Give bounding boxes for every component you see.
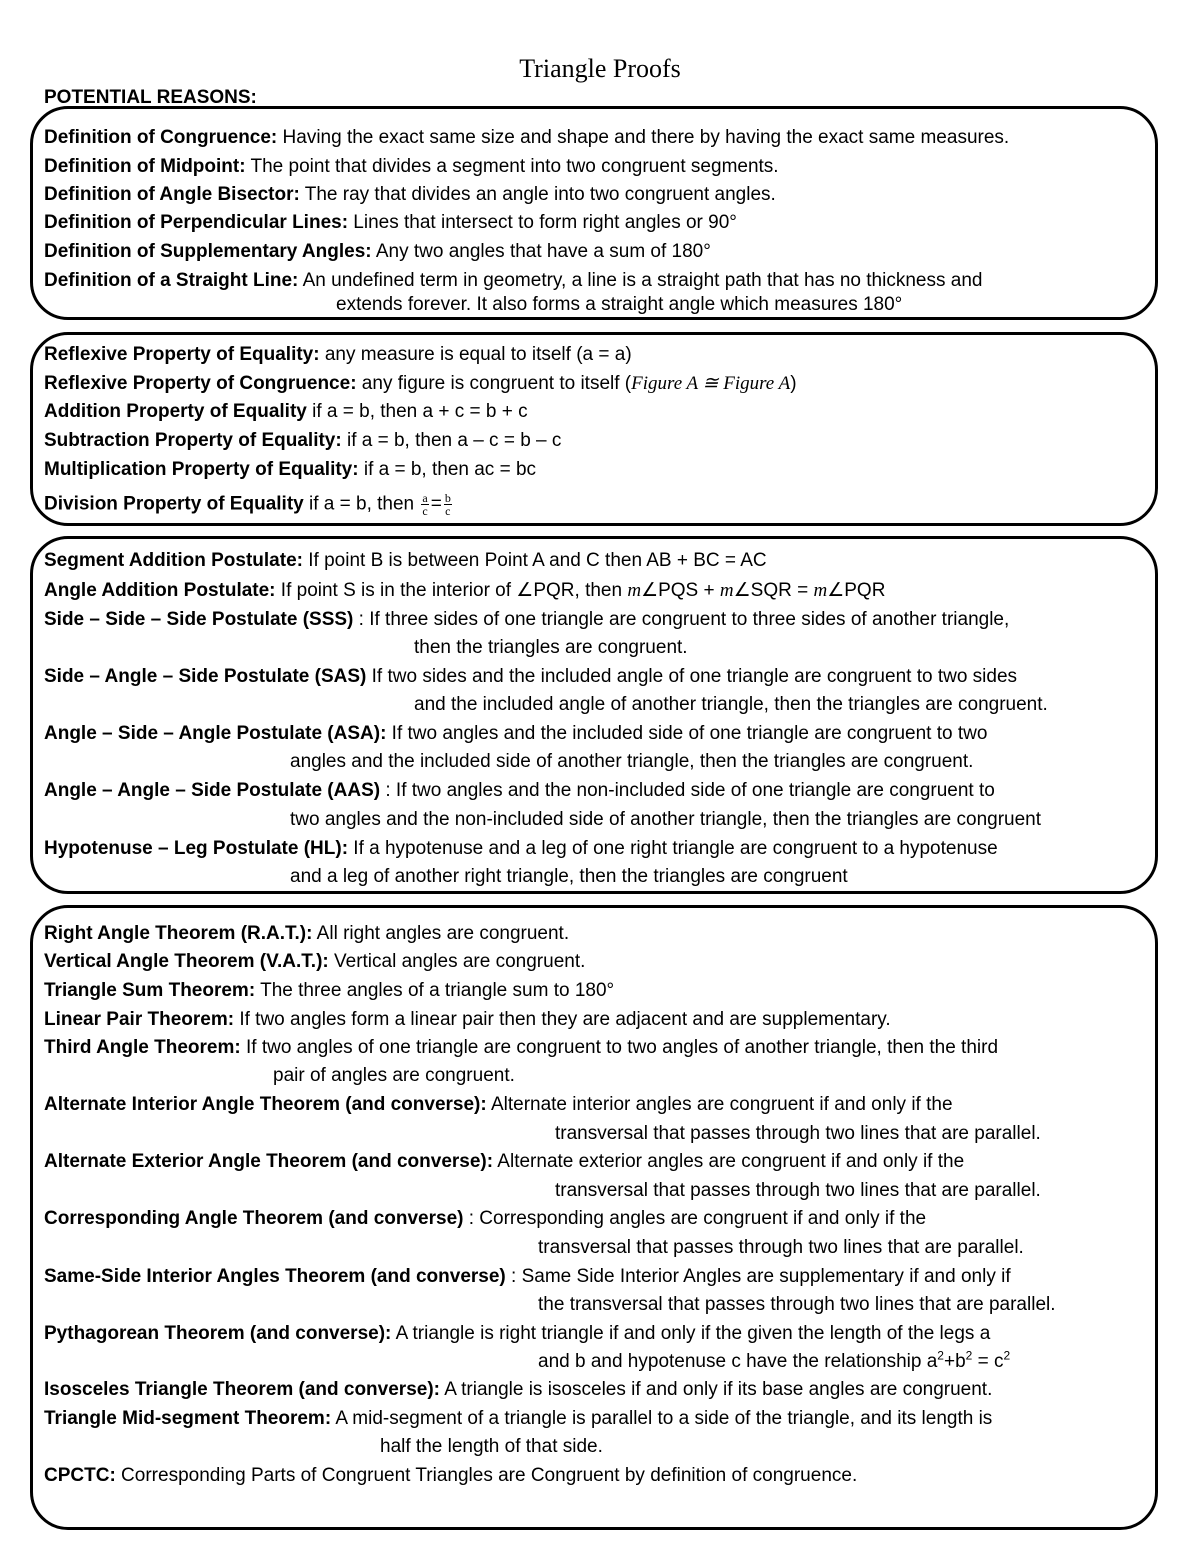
same-side-interior-angles-theorem-cont: the transversal that passes through two lines that are parallel.	[538, 1294, 1056, 1315]
definition-congruence: Definition of Congruence: Having the exact same size and shape and there by having the exact same measures.	[44, 127, 1010, 148]
isosceles-triangle-theorem: Isosceles Triangle Theorem (and converse): A triangle is isosceles if and only if its base angles are congruent.	[44, 1379, 993, 1400]
subtraction-property: Subtraction Property of Equality: if a = b, then a – c = b – c	[44, 430, 562, 451]
alternate-exterior-angle-theorem-cont: transversal that passes through two lines that are parallel.	[555, 1180, 1041, 1201]
asa-postulate: Angle – Side – Angle Postulate (ASA): If two angles and the included side of one triangle are congruent to two	[44, 723, 988, 744]
reflexive-equality: Reflexive Property of Equality: any measure is equal to itself (a = a)	[44, 344, 632, 365]
addition-property: Addition Property of Equality if a = b, then a + c = b + c	[44, 401, 528, 422]
section-heading: POTENTIAL REASONS:	[44, 87, 257, 108]
hl-postulate-cont: and a leg of another right triangle, then the triangles are congruent	[290, 866, 848, 887]
aas-postulate: Angle – Angle – Side Postulate (AAS) : If two angles and the non-included side of one triangle are congruent to	[44, 780, 995, 801]
pythagorean-theorem: Pythagorean Theorem (and converse): A triangle is right triangle if and only if the given the length of the legs a	[44, 1323, 991, 1344]
alternate-interior-angle-theorem: Alternate Interior Angle Theorem (and converse): Alternate interior angles are congruent if and only if the	[44, 1094, 953, 1115]
triangle-midsegment-theorem-cont: half the length of that side.	[380, 1436, 603, 1457]
sas-postulate-cont: and the included angle of another triangle, then the triangles are congruent.	[414, 694, 1048, 715]
definition-perpendicular-lines: Definition of Perpendicular Lines: Lines that intersect to form right angles or 90°	[44, 212, 737, 233]
definition-supplementary-angles: Definition of Supplementary Angles: Any two angles that have a sum of 180°	[44, 241, 711, 262]
corresponding-angle-theorem-cont: transversal that passes through two lines that are parallel.	[538, 1237, 1024, 1258]
third-angle-theorem-cont: pair of angles are congruent.	[273, 1065, 515, 1086]
alternate-exterior-angle-theorem: Alternate Exterior Angle Theorem (and converse): Alternate exterior angles are congruent if and only if the	[44, 1151, 965, 1172]
pythagorean-theorem-cont: and b and hypotenuse c have the relationship $a^2+b^2 = c^2$	[538, 1348, 1011, 1372]
segment-addition-postulate: Segment Addition Postulate: If point B is between Point A and C then AB + BC = AC	[44, 550, 767, 571]
page-title: Triangle Proofs	[519, 54, 681, 83]
sss-postulate-cont: then the triangles are congruent.	[414, 637, 688, 658]
corresponding-angle-theorem: Corresponding Angle Theorem (and converse) : Corresponding angles are congruent if and only if the	[44, 1208, 927, 1229]
alternate-interior-angle-theorem-cont: transversal that passes through two lines that are parallel.	[555, 1123, 1041, 1144]
triangle-sum-theorem: Triangle Sum Theorem: The three angles of a triangle sum to 180°	[44, 980, 615, 1001]
reflexive-congruence: Reflexive Property of Congruence: any figure is congruent to itself (Figure A ≅ Figure A)	[44, 373, 797, 394]
linear-pair-theorem: Linear Pair Theorem: If two angles form a linear pair then they are adjacent and are supplementary.	[44, 1009, 891, 1030]
right-angle-theorem: Right Angle Theorem (R.A.T.): All right angles are congruent.	[44, 923, 570, 944]
multiplication-property: Multiplication Property of Equality: if a = b, then ac = bc	[44, 459, 537, 480]
sas-postulate: Side – Angle – Side Postulate (SAS) If two sides and the included angle of one triangle are congruent to two sides	[44, 666, 1018, 687]
definition-angle-bisector: Definition of Angle Bisector: The ray that divides an angle into two congruent angles.	[44, 184, 776, 205]
triangle-midsegment-theorem: Triangle Mid-segment Theorem: A mid-segment of a triangle is parallel to a side of the triangle, and its length is	[44, 1408, 993, 1429]
fraction-b-over-c: $\frac{b}{c}$	[444, 491, 451, 518]
division-property: Division Property of Equality if a = b, then $\frac{a}{c}$ = $\frac{b}{c}$	[44, 491, 451, 518]
asa-postulate-cont: angles and the included side of another triangle, then the triangles are congruent.	[290, 751, 974, 772]
cpctc: CPCTC: Corresponding Parts of Congruent Triangles are Congruent by definition of congruence.	[44, 1465, 858, 1486]
definition-straight-line-cont: extends forever. It also forms a straight angle which measures 180°	[336, 294, 903, 315]
angle-addition-postulate: Angle Addition Postulate: If point S is in the interior of ∠PQR, then m∠PQS + m∠SQR = m∠PQR	[44, 580, 886, 601]
hl-postulate: Hypotenuse – Leg Postulate (HL): If a hypotenuse and a leg of one right triangle are congruent to a hypotenuse	[44, 838, 998, 859]
sss-postulate: Side – Side – Side Postulate (SSS) : If three sides of one triangle are congruent to three sides of another triangle,	[44, 609, 1010, 630]
aas-postulate-cont: two angles and the non-included side of another triangle, then the triangles are congruent	[290, 809, 1042, 830]
vertical-angle-theorem: Vertical Angle Theorem (V.A.T.): Vertical angles are congruent.	[44, 951, 586, 972]
same-side-interior-angles-theorem: Same-Side Interior Angles Theorem (and converse) : Same Side Interior Angles are supplementary if and only if	[44, 1266, 1011, 1287]
third-angle-theorem: Third Angle Theorem: If two angles of one triangle are congruent to two angles of another triangle, then the third	[44, 1037, 999, 1058]
fraction-a-over-c: $\frac{a}{c}$	[422, 491, 428, 518]
definition-straight-line: Definition of a Straight Line: An undefined term in geometry, a line is a straight path that has no thickness and	[44, 270, 983, 291]
definition-midpoint: Definition of Midpoint: The point that divides a segment into two congruent segments.	[44, 156, 779, 177]
